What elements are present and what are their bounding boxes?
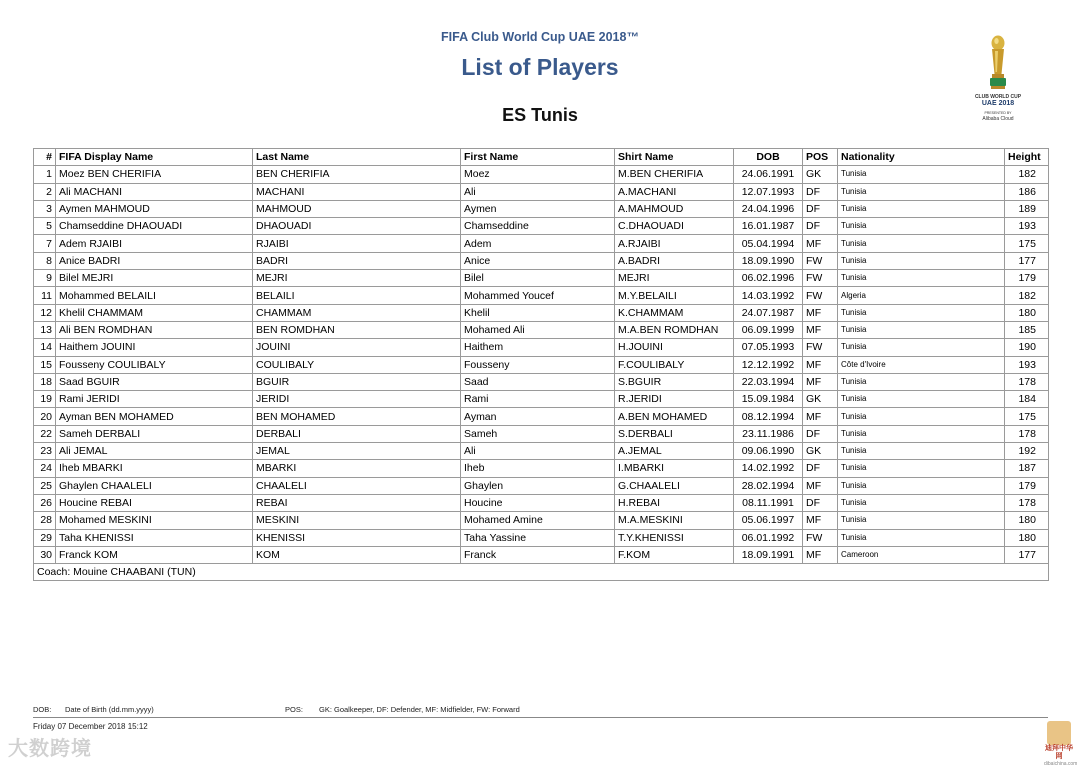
cell-first-name: Saad bbox=[461, 373, 615, 390]
cell-shirt-name: M.A.MESKINI bbox=[615, 512, 734, 529]
col-header-shirt-name: Shirt Name bbox=[615, 149, 734, 166]
cell-shirt-name: A.MACHANI bbox=[615, 183, 734, 200]
legend-dob-key: DOB: bbox=[33, 705, 52, 714]
cell-first-name: Bilel bbox=[461, 270, 615, 287]
cell-nationality: Tunisia bbox=[838, 321, 1005, 338]
cell-display-name: Haithem JOUINI bbox=[56, 339, 253, 356]
cell-pos: FW bbox=[803, 270, 838, 287]
cell-shirt-name: A.JEMAL bbox=[615, 443, 734, 460]
cell-last-name: CHAALELI bbox=[253, 477, 461, 494]
cell-display-name: Mohammed BELAILI bbox=[56, 287, 253, 304]
trophy-icon bbox=[984, 34, 1012, 92]
cell-first-name: Mohamed Ali bbox=[461, 321, 615, 338]
coach-row bbox=[34, 564, 1049, 581]
table-row bbox=[34, 235, 1049, 252]
cell-pos: MF bbox=[803, 512, 838, 529]
cell-number: 7 bbox=[34, 235, 56, 252]
cell-nationality: Tunisia bbox=[838, 443, 1005, 460]
cell-first-name: Adem bbox=[461, 235, 615, 252]
col-header-last-name: Last Name bbox=[253, 149, 461, 166]
cell-dob: 14.02.1992 bbox=[734, 460, 803, 477]
cell-shirt-name: A.BEN MOHAMED bbox=[615, 408, 734, 425]
cell-nationality: Côte d'Ivoire bbox=[838, 356, 1005, 373]
cell-dob: 12.07.1993 bbox=[734, 183, 803, 200]
cell-display-name: Rami JERIDI bbox=[56, 391, 253, 408]
table-row bbox=[34, 356, 1049, 373]
cell-display-name: Mohamed MESKINI bbox=[56, 512, 253, 529]
cell-height: 175 bbox=[1005, 408, 1049, 425]
table-row bbox=[34, 425, 1049, 442]
cell-nationality: Tunisia bbox=[838, 218, 1005, 235]
cell-number: 25 bbox=[34, 477, 56, 494]
cell-pos: DF bbox=[803, 460, 838, 477]
cell-dob: 23.11.1986 bbox=[734, 425, 803, 442]
cell-first-name: Ayman bbox=[461, 408, 615, 425]
cell-first-name: Aymen bbox=[461, 200, 615, 217]
cell-shirt-name: I.MBARKI bbox=[615, 460, 734, 477]
cell-height: 182 bbox=[1005, 166, 1049, 183]
footer-date: Friday 07 December 2018 15:12 bbox=[33, 722, 148, 731]
legend-pos-value: GK: Goalkeeper, DF: Defender, MF: Midfielder, FW: Forward bbox=[319, 705, 520, 714]
cell-display-name: Ayman BEN MOHAMED bbox=[56, 408, 253, 425]
table-row bbox=[34, 391, 1049, 408]
cell-nationality: Tunisia bbox=[838, 391, 1005, 408]
cell-nationality: Tunisia bbox=[838, 166, 1005, 183]
cell-display-name: Aymen MAHMOUD bbox=[56, 200, 253, 217]
cell-display-name: Bilel MEJRI bbox=[56, 270, 253, 287]
table-header-row bbox=[34, 149, 1049, 166]
cell-pos: DF bbox=[803, 425, 838, 442]
cell-pos: GK bbox=[803, 166, 838, 183]
table-row bbox=[34, 200, 1049, 217]
watermark-right-text: 迪拜中华网 bbox=[1045, 745, 1073, 760]
cell-pos: MF bbox=[803, 321, 838, 338]
cell-dob: 24.07.1987 bbox=[734, 304, 803, 321]
cell-number: 14 bbox=[34, 339, 56, 356]
cell-dob: 24.06.1991 bbox=[734, 166, 803, 183]
cell-display-name: Fousseny COULIBALY bbox=[56, 356, 253, 373]
cell-nationality: Tunisia bbox=[838, 200, 1005, 217]
cell-dob: 18.09.1991 bbox=[734, 546, 803, 563]
cell-pos: MF bbox=[803, 356, 838, 373]
cell-height: 189 bbox=[1005, 200, 1049, 217]
cell-nationality: Tunisia bbox=[838, 425, 1005, 442]
cell-number: 9 bbox=[34, 270, 56, 287]
table-row bbox=[34, 373, 1049, 390]
cell-nationality: Tunisia bbox=[838, 339, 1005, 356]
cell-height: 193 bbox=[1005, 218, 1049, 235]
cell-height: 184 bbox=[1005, 391, 1049, 408]
cell-last-name: JOUINI bbox=[253, 339, 461, 356]
watermark-logo-icon bbox=[1047, 721, 1071, 745]
cell-nationality: Tunisia bbox=[838, 512, 1005, 529]
cell-last-name: MAHMOUD bbox=[253, 200, 461, 217]
cell-height: 185 bbox=[1005, 321, 1049, 338]
table-row bbox=[34, 339, 1049, 356]
cell-first-name: Chamseddine bbox=[461, 218, 615, 235]
col-header-first-name: First Name bbox=[461, 149, 615, 166]
cell-number: 24 bbox=[34, 460, 56, 477]
cell-display-name: Adem RJAIBI bbox=[56, 235, 253, 252]
cell-pos: DF bbox=[803, 494, 838, 511]
cell-number: 19 bbox=[34, 391, 56, 408]
cell-last-name: DERBALI bbox=[253, 425, 461, 442]
cell-height: 180 bbox=[1005, 304, 1049, 321]
cell-last-name: MBARKI bbox=[253, 460, 461, 477]
cell-pos: DF bbox=[803, 218, 838, 235]
cell-nationality: Tunisia bbox=[838, 460, 1005, 477]
cell-number: 22 bbox=[34, 425, 56, 442]
cell-number: 1 bbox=[34, 166, 56, 183]
cell-dob: 07.05.1993 bbox=[734, 339, 803, 356]
cell-height: 182 bbox=[1005, 287, 1049, 304]
cell-first-name: Haithem bbox=[461, 339, 615, 356]
cell-pos: FW bbox=[803, 339, 838, 356]
cell-height: 180 bbox=[1005, 512, 1049, 529]
watermark-left bbox=[8, 732, 92, 761]
cell-dob: 18.09.1990 bbox=[734, 252, 803, 269]
cell-first-name: Anice bbox=[461, 252, 615, 269]
cell-last-name: BELAILI bbox=[253, 287, 461, 304]
cell-display-name: Ali MACHANI bbox=[56, 183, 253, 200]
cell-height: 193 bbox=[1005, 356, 1049, 373]
cell-dob: 28.02.1994 bbox=[734, 477, 803, 494]
cell-first-name: Taha Yassine bbox=[461, 529, 615, 546]
cell-number: 30 bbox=[34, 546, 56, 563]
table-row bbox=[34, 460, 1049, 477]
cell-height: 175 bbox=[1005, 235, 1049, 252]
cell-pos: GK bbox=[803, 391, 838, 408]
col-header-pos: POS bbox=[803, 149, 838, 166]
cell-display-name: Iheb MBARKI bbox=[56, 460, 253, 477]
cell-nationality: Tunisia bbox=[838, 183, 1005, 200]
cell-dob: 09.06.1990 bbox=[734, 443, 803, 460]
cell-nationality: Tunisia bbox=[838, 408, 1005, 425]
cell-display-name: Khelil CHAMMAM bbox=[56, 304, 253, 321]
cell-display-name: Franck KOM bbox=[56, 546, 253, 563]
cell-last-name: BADRI bbox=[253, 252, 461, 269]
table-row bbox=[34, 529, 1049, 546]
cell-dob: 22.03.1994 bbox=[734, 373, 803, 390]
cell-height: 179 bbox=[1005, 477, 1049, 494]
logo-line-4: Alibaba Cloud bbox=[982, 116, 1014, 122]
table-row bbox=[34, 477, 1049, 494]
logo-line-1: CLUB WORLD CUP bbox=[974, 94, 1022, 100]
col-header-nationality: Nationality bbox=[838, 149, 1005, 166]
cell-display-name: Taha KHENISSI bbox=[56, 529, 253, 546]
table-row bbox=[34, 408, 1049, 425]
cell-nationality: Tunisia bbox=[838, 529, 1005, 546]
cell-first-name: Khelil bbox=[461, 304, 615, 321]
cell-pos: GK bbox=[803, 443, 838, 460]
cell-dob: 06.01.1992 bbox=[734, 529, 803, 546]
cell-display-name: Ali JEMAL bbox=[56, 443, 253, 460]
cell-shirt-name: S.BGUIR bbox=[615, 373, 734, 390]
table-row bbox=[34, 494, 1049, 511]
logo-line-3: PRESENTED BY bbox=[984, 111, 1012, 115]
cell-first-name: Ghaylen bbox=[461, 477, 615, 494]
cell-shirt-name: M.A.BEN ROMDHAN bbox=[615, 321, 734, 338]
cell-number: 29 bbox=[34, 529, 56, 546]
table-row bbox=[34, 304, 1049, 321]
cell-number: 2 bbox=[34, 183, 56, 200]
cell-pos: MF bbox=[803, 546, 838, 563]
cell-pos: MF bbox=[803, 477, 838, 494]
cell-first-name: Rami bbox=[461, 391, 615, 408]
cell-nationality: Tunisia bbox=[838, 270, 1005, 287]
cell-last-name: CHAMMAM bbox=[253, 304, 461, 321]
cell-number: 28 bbox=[34, 512, 56, 529]
logo-line-2: UAE 2018 bbox=[981, 100, 1015, 107]
cell-dob: 12.12.1992 bbox=[734, 356, 803, 373]
cell-shirt-name: G.CHAALELI bbox=[615, 477, 734, 494]
cell-shirt-name: M.BEN CHERIFIA bbox=[615, 166, 734, 183]
col-header-dob: DOB bbox=[734, 149, 803, 166]
cell-last-name: MACHANI bbox=[253, 183, 461, 200]
cell-last-name: BGUIR bbox=[253, 373, 461, 390]
col-header-height: Height bbox=[1005, 149, 1049, 166]
cell-dob: 24.04.1996 bbox=[734, 200, 803, 217]
cell-last-name: BEN CHERIFIA bbox=[253, 166, 461, 183]
cell-shirt-name: F.COULIBALY bbox=[615, 356, 734, 373]
cell-pos: FW bbox=[803, 252, 838, 269]
cell-pos: FW bbox=[803, 287, 838, 304]
players-table bbox=[33, 148, 1049, 581]
cell-nationality: Tunisia bbox=[838, 252, 1005, 269]
cell-dob: 14.03.1992 bbox=[734, 287, 803, 304]
table-row bbox=[34, 321, 1049, 338]
cell-dob: 08.11.1991 bbox=[734, 494, 803, 511]
cell-dob: 15.09.1984 bbox=[734, 391, 803, 408]
cell-display-name: Moez BEN CHERIFIA bbox=[56, 166, 253, 183]
table-row bbox=[34, 252, 1049, 269]
cell-display-name: Anice BADRI bbox=[56, 252, 253, 269]
table-row bbox=[34, 218, 1049, 235]
cell-nationality: Tunisia bbox=[838, 235, 1005, 252]
cell-number: 15 bbox=[34, 356, 56, 373]
cell-nationality: Tunisia bbox=[838, 373, 1005, 390]
cell-last-name: JEMAL bbox=[253, 443, 461, 460]
cell-display-name: Ghaylen CHAALELI bbox=[56, 477, 253, 494]
cell-dob: 05.06.1997 bbox=[734, 512, 803, 529]
cell-height: 177 bbox=[1005, 546, 1049, 563]
cell-pos: FW bbox=[803, 529, 838, 546]
cell-first-name: Franck bbox=[461, 546, 615, 563]
cell-display-name: Saad BGUIR bbox=[56, 373, 253, 390]
cell-number: 5 bbox=[34, 218, 56, 235]
cell-height: 192 bbox=[1005, 443, 1049, 460]
document-title: List of Players bbox=[461, 54, 619, 80]
cell-shirt-name: S.DERBALI bbox=[615, 425, 734, 442]
cell-shirt-name: T.Y.KHENISSI bbox=[615, 529, 734, 546]
cell-first-name: Fousseny bbox=[461, 356, 615, 373]
cell-first-name: Ali bbox=[461, 443, 615, 460]
cell-shirt-name: H.JOUINI bbox=[615, 339, 734, 356]
cell-pos: MF bbox=[803, 408, 838, 425]
table-row bbox=[34, 512, 1049, 529]
cell-last-name: KOM bbox=[253, 546, 461, 563]
cell-pos: DF bbox=[803, 183, 838, 200]
cell-number: 23 bbox=[34, 443, 56, 460]
cell-dob: 08.12.1994 bbox=[734, 408, 803, 425]
watermark-right bbox=[1044, 721, 1078, 767]
legend-dob-value: Date of Birth (dd.mm.yyyy) bbox=[65, 705, 154, 714]
cell-number: 20 bbox=[34, 408, 56, 425]
cell-number: 8 bbox=[34, 252, 56, 269]
cell-number: 11 bbox=[34, 287, 56, 304]
cell-first-name: Ali bbox=[461, 183, 615, 200]
cell-dob: 16.01.1987 bbox=[734, 218, 803, 235]
cell-height: 180 bbox=[1005, 529, 1049, 546]
cell-last-name: MESKINI bbox=[253, 512, 461, 529]
cell-first-name: Sameh bbox=[461, 425, 615, 442]
cell-shirt-name: F.KOM bbox=[615, 546, 734, 563]
table-row bbox=[34, 546, 1049, 563]
cell-shirt-name: A.BADRI bbox=[615, 252, 734, 269]
cell-height: 178 bbox=[1005, 494, 1049, 511]
watermark-right-url: dibaichina.com bbox=[1044, 761, 1078, 767]
cell-height: 186 bbox=[1005, 183, 1049, 200]
table-row bbox=[34, 270, 1049, 287]
cell-shirt-name: A.RJAIBI bbox=[615, 235, 734, 252]
cell-pos: MF bbox=[803, 235, 838, 252]
cell-display-name: Houcine REBAI bbox=[56, 494, 253, 511]
document-subtitle: FIFA Club World Cup UAE 2018™ bbox=[441, 30, 639, 44]
cell-shirt-name: C.DHAOUADI bbox=[615, 218, 734, 235]
cell-number: 18 bbox=[34, 373, 56, 390]
col-header-display-name: FIFA Display Name bbox=[56, 149, 253, 166]
cell-shirt-name: MEJRI bbox=[615, 270, 734, 287]
table-row bbox=[34, 166, 1049, 183]
cell-height: 178 bbox=[1005, 425, 1049, 442]
cell-first-name: Mohammed Youcef bbox=[461, 287, 615, 304]
cell-pos: MF bbox=[803, 304, 838, 321]
team-name: ES Tunis bbox=[502, 105, 578, 125]
cell-last-name: REBAI bbox=[253, 494, 461, 511]
cell-number: 12 bbox=[34, 304, 56, 321]
cell-dob: 06.09.1999 bbox=[734, 321, 803, 338]
cell-first-name: Moez bbox=[461, 166, 615, 183]
cell-number: 13 bbox=[34, 321, 56, 338]
table-row bbox=[34, 183, 1049, 200]
cell-pos: MF bbox=[803, 373, 838, 390]
cell-nationality: Tunisia bbox=[838, 304, 1005, 321]
cell-display-name: Sameh DERBALI bbox=[56, 425, 253, 442]
cell-last-name: JERIDI bbox=[253, 391, 461, 408]
cell-shirt-name: R.JERIDI bbox=[615, 391, 734, 408]
cell-dob: 06.02.1996 bbox=[734, 270, 803, 287]
cell-shirt-name: K.CHAMMAM bbox=[615, 304, 734, 321]
cell-first-name: Houcine bbox=[461, 494, 615, 511]
cell-last-name: MEJRI bbox=[253, 270, 461, 287]
cell-height: 190 bbox=[1005, 339, 1049, 356]
cell-last-name: KHENISSI bbox=[253, 529, 461, 546]
cell-height: 177 bbox=[1005, 252, 1049, 269]
cell-nationality: Tunisia bbox=[838, 477, 1005, 494]
cell-last-name: RJAIBI bbox=[253, 235, 461, 252]
cell-display-name: Chamseddine DHAOUADI bbox=[56, 218, 253, 235]
cell-nationality: Algeria bbox=[838, 287, 1005, 304]
cell-last-name: COULIBALY bbox=[253, 356, 461, 373]
cell-last-name: BEN ROMDHAN bbox=[253, 321, 461, 338]
cell-first-name: Mohamed Amine bbox=[461, 512, 615, 529]
cell-first-name: Iheb bbox=[461, 460, 615, 477]
cell-height: 178 bbox=[1005, 373, 1049, 390]
cell-shirt-name: M.Y.BELAILI bbox=[615, 287, 734, 304]
cell-shirt-name: H.REBAI bbox=[615, 494, 734, 511]
legend-pos-key: POS: bbox=[285, 705, 303, 714]
players-table-body bbox=[34, 166, 1049, 564]
club-world-cup-logo bbox=[972, 34, 1024, 126]
cell-height: 179 bbox=[1005, 270, 1049, 287]
coach-text: Coach: Mouine CHAABANI (TUN) bbox=[34, 564, 1049, 581]
watermark-left-text: 大数跨境 bbox=[8, 738, 92, 760]
cell-last-name: BEN MOHAMED bbox=[253, 408, 461, 425]
footer-divider bbox=[33, 717, 1048, 718]
cell-height: 187 bbox=[1005, 460, 1049, 477]
cell-last-name: DHAOUADI bbox=[253, 218, 461, 235]
col-header-number: # bbox=[34, 149, 56, 166]
cell-pos: DF bbox=[803, 200, 838, 217]
table-row bbox=[34, 443, 1049, 460]
cell-number: 26 bbox=[34, 494, 56, 511]
table-row bbox=[34, 287, 1049, 304]
cell-shirt-name: A.MAHMOUD bbox=[615, 200, 734, 217]
cell-dob: 05.04.1994 bbox=[734, 235, 803, 252]
cell-nationality: Tunisia bbox=[838, 494, 1005, 511]
cell-number: 3 bbox=[34, 200, 56, 217]
cell-nationality: Cameroon bbox=[838, 546, 1005, 563]
cell-display-name: Ali BEN ROMDHAN bbox=[56, 321, 253, 338]
